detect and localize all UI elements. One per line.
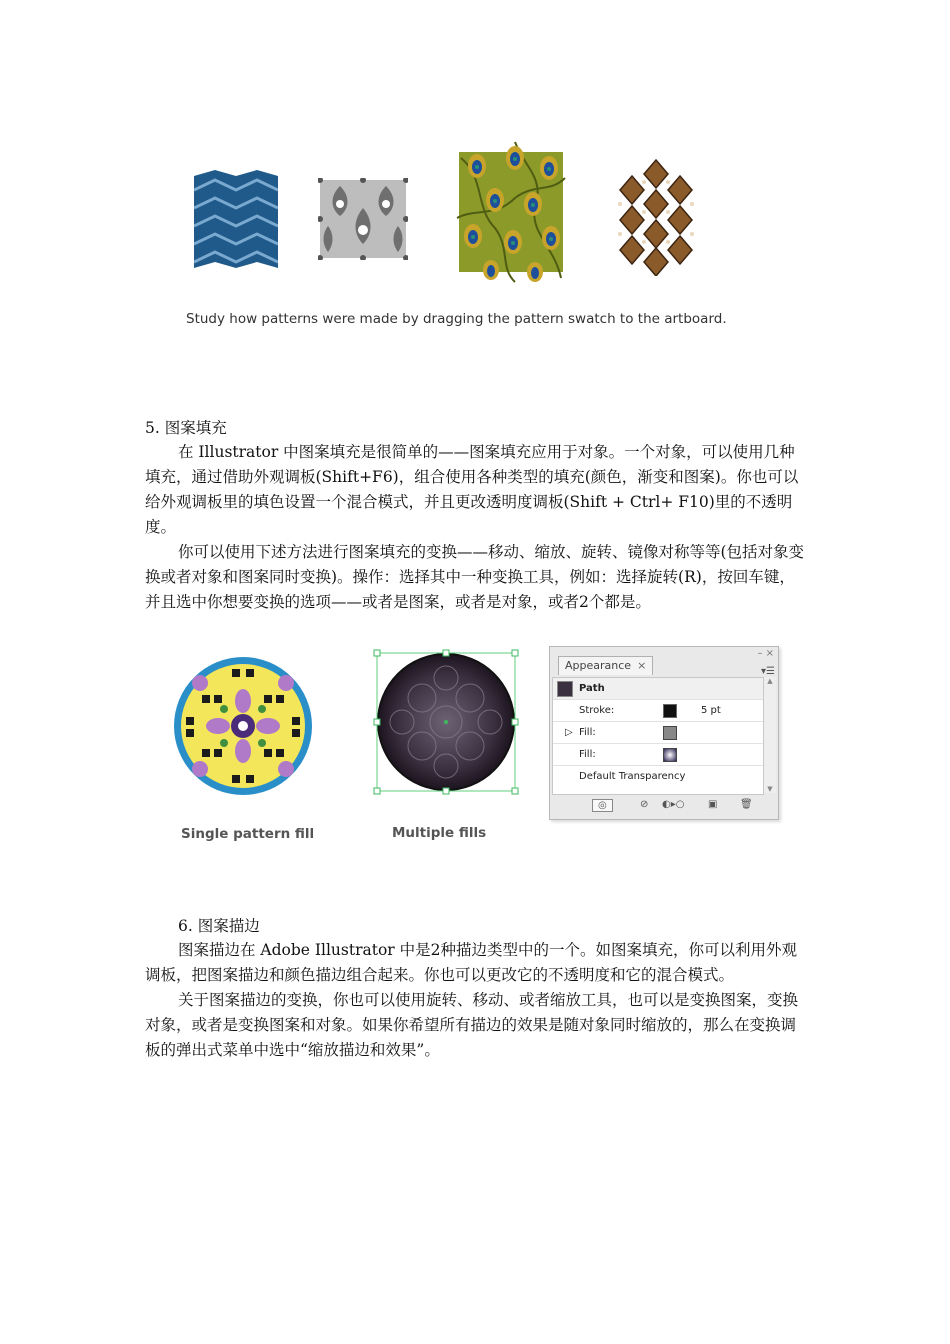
figure-1-caption: Study how patterns were made by dragging the pattern swatch to the artboard. <box>186 311 727 327</box>
expand-triangle-icon[interactable]: ▷ <box>565 727 573 738</box>
path-row[interactable] <box>553 678 763 700</box>
panel-bottom-toolbar <box>552 797 776 815</box>
section-5-paragraph-1: 在 Illustrator 中图案填充是很简单的——图案填充应用于对象。一个对象，可以使用几种填充，通过借助外观调板(Shift+F6)，组合使用各种类型的填充(颜色，渐变和图案)。你也可以给外观调板里的填色设置一个混合模式，并且更改透明度调板(Shift + Ctrl+ F10)里的不透明度。 <box>145 443 799 536</box>
snakeskin-pattern-swatch <box>614 158 698 276</box>
section-6-body <box>145 938 810 1063</box>
section-5-paragraph-2: 你可以使用下述方法进行图案填充的变换——移动、缩放、旋转、镜像对称等等(包括对象变换或者对象和图案同时变换)。操作：选择其中一种变换工具，例如：选择旋转(R)，按回车键，并且选中你想要变换的选项——或者是图案，或者是对象，或者2个都是。 <box>145 543 805 611</box>
tab-close-icon[interactable]: × <box>637 659 647 672</box>
appearance-tab-label: Appearance <box>565 659 632 672</box>
clear-appearance-icon[interactable]: ⊘ <box>640 799 649 810</box>
damask-pattern-swatch <box>318 178 408 260</box>
new-art-basic-appearance-icon[interactable]: ◎ <box>592 799 613 812</box>
section-5-body <box>145 440 810 615</box>
peacock-pattern-swatch <box>455 138 567 284</box>
single-pattern-fill-caption: Single pattern fill <box>181 826 315 842</box>
duplicate-item-icon[interactable]: ▣ <box>708 799 718 810</box>
section-5-heading: 5. 图案填充 <box>145 419 227 437</box>
fill-1-label: Fill: <box>579 727 596 738</box>
fill-row-1[interactable] <box>553 722 763 744</box>
fill-1-pattern-swatch-icon <box>663 726 677 740</box>
path-label: Path <box>579 683 605 694</box>
panel-window-buttons[interactable]: – × <box>757 648 774 659</box>
stroke-row[interactable] <box>553 700 763 722</box>
section-6-paragraph-1: 图案描边在 Adobe Illustrator 中是2种描边类型中的一个。如图案填充，你可以利用外观调板，把图案描边和颜色描边组合起来。你也可以更改它的不透明度和它的混合模式。 <box>145 941 798 984</box>
transparency-row[interactable] <box>553 766 763 787</box>
transparency-label: Default Transparency <box>579 771 686 782</box>
reduce-to-basic-icon[interactable]: ◐▸○ <box>662 799 685 810</box>
panel-menu-icon[interactable]: ▾☰ <box>761 666 775 677</box>
appearance-panel <box>549 646 779 820</box>
appearance-list <box>552 677 764 795</box>
stroke-swatch-icon <box>663 704 677 718</box>
multiple-fills-circle <box>372 648 520 796</box>
appearance-tab[interactable] <box>558 656 653 675</box>
stroke-value: 5 pt <box>701 705 721 716</box>
fill-2-gradient-swatch-icon <box>663 748 677 762</box>
fill-row-2[interactable] <box>553 744 763 766</box>
section-6-paragraph-2: 关于图案描边的变换，你也可以使用旋转、移动、或者缩放工具，也可以是变换图案，变换对象，或者是变换图案和对象。如果你希望所有描边的效果是随对象同时缩放的，那么在变换调板的弹出式菜单中选中“缩放描边和效果”。 <box>145 991 799 1059</box>
delete-item-icon[interactable]: 🗑 <box>740 799 753 810</box>
stroke-label: Stroke: <box>579 705 615 716</box>
panel-scrollbar[interactable]: ▲ ▼ <box>764 677 776 793</box>
single-pattern-fill-circle <box>172 655 314 797</box>
path-thumbnail-icon <box>557 681 573 697</box>
multiple-fills-caption: Multiple fills <box>392 825 487 841</box>
fill-2-label: Fill: <box>579 749 596 760</box>
section-6-heading: 6. 图案描边 <box>178 917 260 935</box>
chevron-pattern-swatch <box>194 170 278 268</box>
